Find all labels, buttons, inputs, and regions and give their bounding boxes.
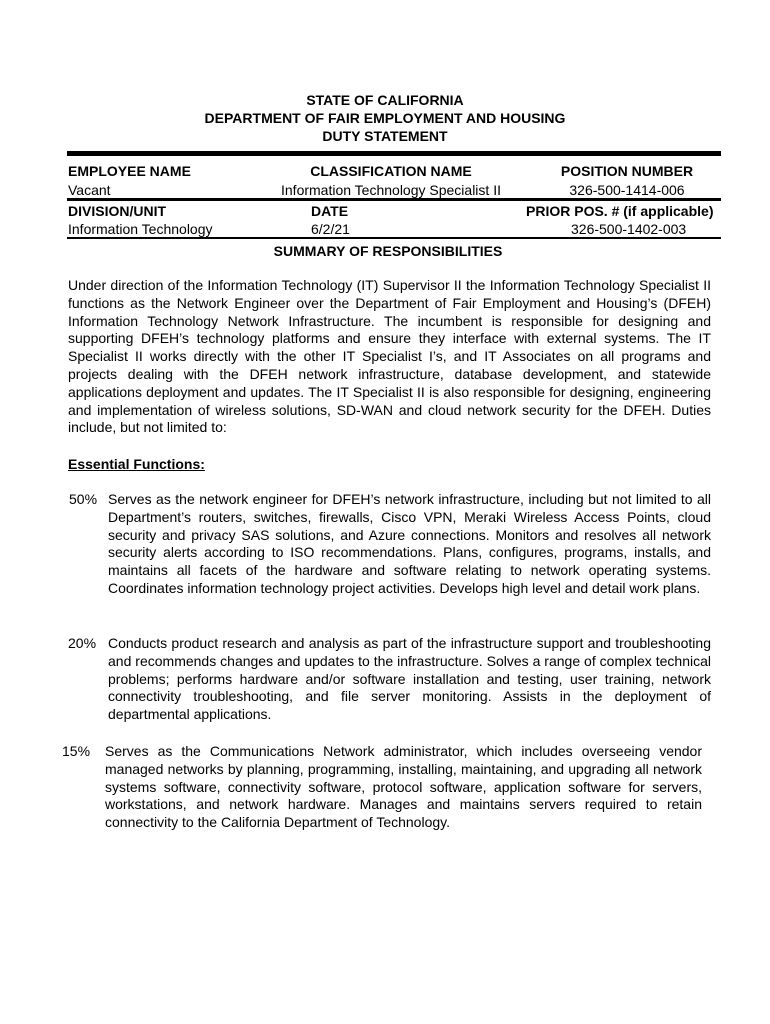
division-label: DIVISION/UNIT: [68, 203, 167, 219]
date-label: DATE: [311, 203, 349, 219]
position-number-value: 326-500-1414-006: [569, 182, 685, 198]
summary-paragraph: Under direction of the Information Technology (IT) Supervisor II the Information Technology Specialist II functions as the Network Engineer over the Department of Fair Employment and Housing’s (DFEH) Information Technology Network Infrastructure. The incumbent is responsible for designing and supporting DFEH’s technology platforms and ensure they interface with external systems. The IT Specialist II works directly with the other IT Specialist I’s, and IT Associates on all programs and projects dealing with the DFEH network infrastructure, database development, and statewide applications deployment and updates. The IT Specialist II is also responsible for designing, engineering and implementation of wireless solutions, SD-WAN and cloud network security for the DFEH. Duties include, but not limited to:: [68, 277, 711, 436]
division-value: Information Technology: [68, 221, 213, 237]
duty-percent: 15%: [62, 743, 91, 759]
prior-position-label: PRIOR POS. # (if applicable): [526, 203, 714, 219]
header-doc-type: DUTY STATEMENT: [322, 128, 448, 144]
row-divider: [67, 198, 721, 201]
summary-divider: [67, 237, 721, 239]
duty-text: Serves as the network engineer for DFEH’s network infrastructure, including but not limited to all Department’s routers, switches, firewalls, Cisco VPN, Meraki Wireless Access Points, cloud security and privacy SAS solutions, and Azure connections. Monitors and resolves all network security alerts according to ISO recommendations. Plans, configures, programs, installs, and maintains all facets of the hardware and software relating to network operating systems. Coordinates information technology project activities. Develops high level and detail work plans.: [108, 491, 711, 596]
classification-label: CLASSIFICATION NAME: [310, 163, 472, 179]
classification-value: Information Technology Specialist II: [281, 182, 501, 198]
header-department: DEPARTMENT OF FAIR EMPLOYMENT AND HOUSING: [204, 110, 566, 126]
document-header: [0, 91, 770, 145]
header-state: STATE OF CALIFORNIA: [306, 92, 464, 108]
employee-name-label: EMPLOYEE NAME: [68, 163, 191, 179]
employee-name-value: Vacant: [68, 182, 111, 198]
position-number-label: POSITION NUMBER: [560, 163, 694, 179]
duty-item: [68, 635, 711, 724]
duty-percent: 20%: [68, 635, 97, 651]
header-divider: [67, 151, 721, 156]
duty-item: [68, 491, 711, 598]
date-value: 6/2/21: [311, 221, 350, 237]
summary-title: SUMMARY OF RESPONSIBILITIES: [273, 243, 503, 259]
prior-position-value: 326-500-1402-003: [571, 221, 687, 237]
duty-item: [62, 743, 702, 832]
duty-text: Conducts product research and analysis as part of the infrastructure support and troubleshooting and recommends changes and updates to the infrastructure. Solves a range of complex technical problems; performs hardware and/or software installation and testing, user training, network connectivity troubleshooting, and file server monitoring. Assists in the deployment of departmental applications.: [108, 635, 711, 723]
duty-percent: 50%: [69, 491, 98, 507]
duty-text: Serves as the Communications Network administrator, which includes overseeing vendor managed networks by planning, programming, installing, maintaining, and upgrading all network systems software, connectivity software, protocol software, application software for servers, workstations, and network hardware. Manages and maintains servers required to retain connectivity to the California Department of Technology.: [105, 743, 702, 831]
essential-functions-title: Essential Functions:: [68, 456, 205, 472]
